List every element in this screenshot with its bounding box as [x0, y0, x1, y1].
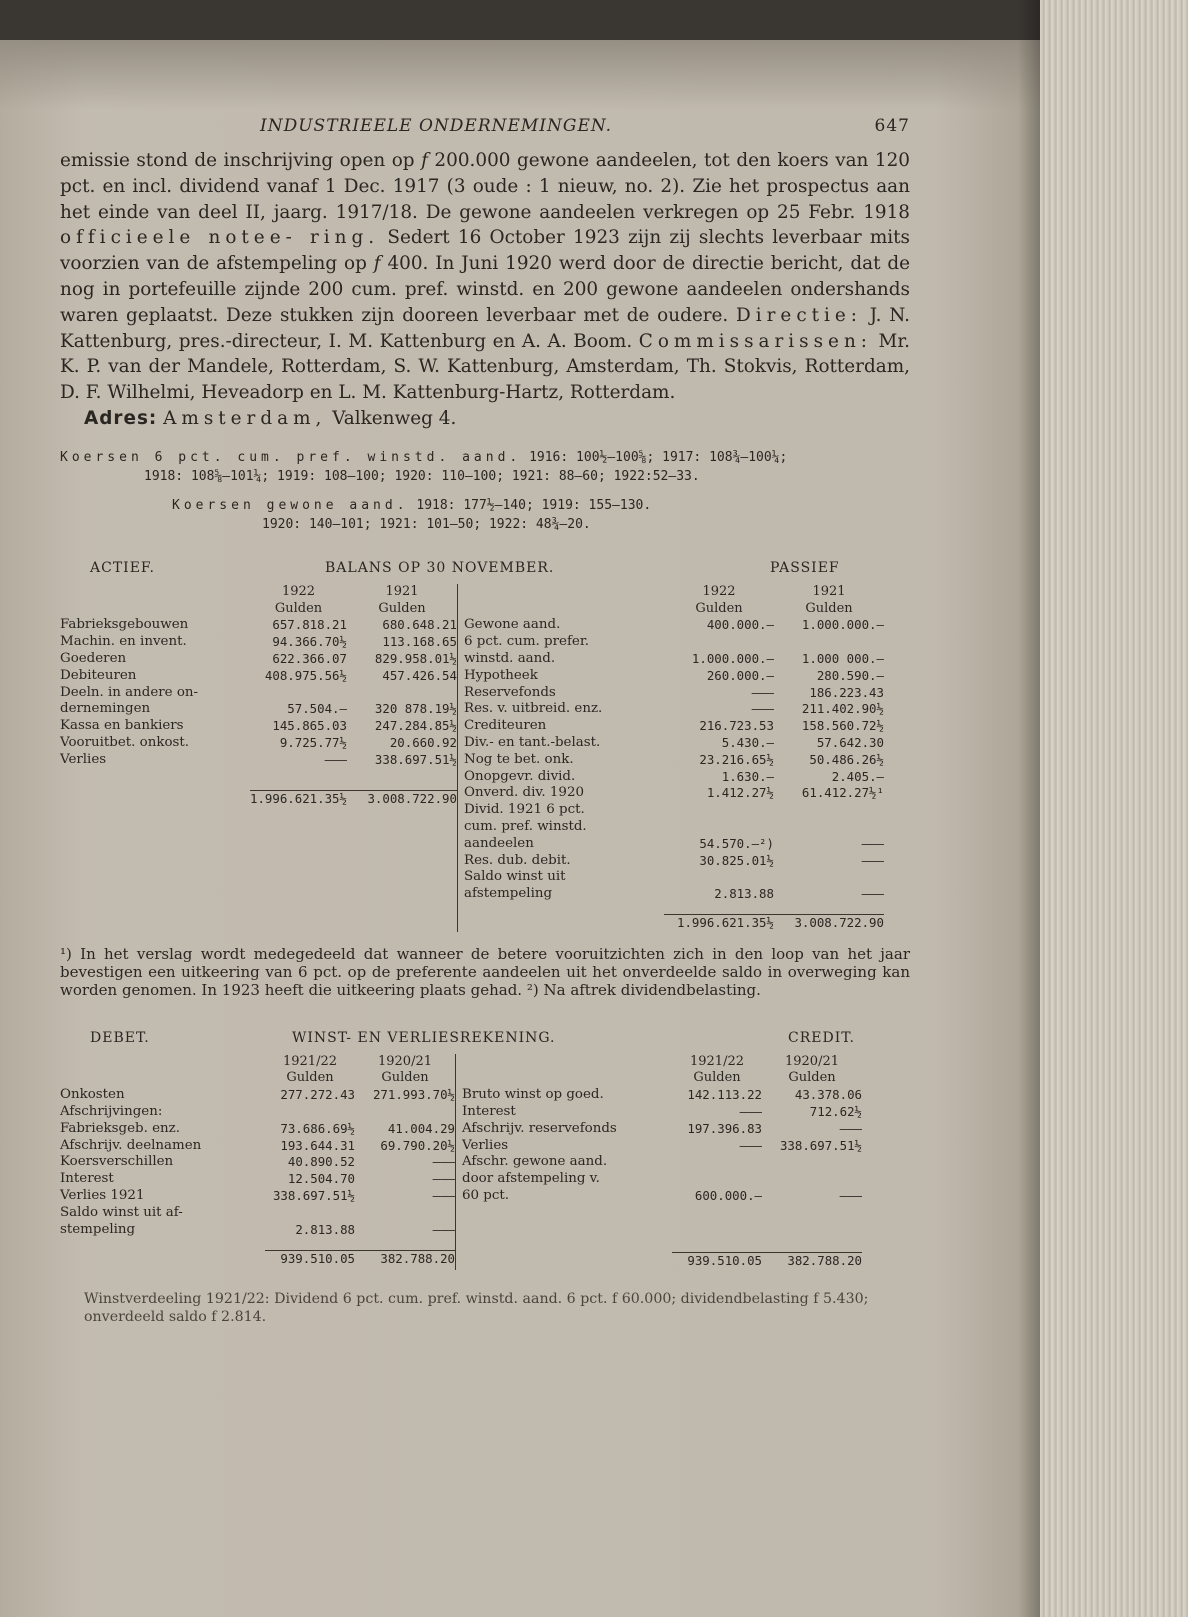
- asset-value-1: [250, 685, 347, 702]
- liability-value-1: 400.000.—: [706, 617, 774, 633]
- liability-label: Saldo winst uit: [463, 869, 566, 885]
- table-row: [464, 617, 884, 634]
- debit-label: Saldo winst uit af-: [60, 1204, 183, 1220]
- table-row: [60, 1188, 455, 1205]
- debit-value-1: 40.890.52: [287, 1154, 355, 1170]
- address-city: Amsterdam,: [163, 407, 327, 429]
- debit-label: Interest: [60, 1171, 114, 1187]
- book-page-edges: [1040, 0, 1188, 1617]
- pref-prices-line-1: [60, 448, 910, 467]
- liability-value-1: 5.430.—: [721, 734, 774, 750]
- profit-loss-heading: [60, 1030, 910, 1052]
- liability-value-2: 158.560.72½: [801, 718, 884, 734]
- asset-label: Machin. en invent.: [60, 634, 187, 650]
- common-prices-values-1: 1918: 177½—140; 1919: 155—130.: [408, 497, 652, 513]
- credit-label: Verlies: [462, 1137, 509, 1153]
- debit-value-1: [265, 1104, 355, 1121]
- liabilities-total-1921: 3.008.722.90: [774, 915, 884, 932]
- table-row: [464, 836, 884, 853]
- asset-value-1: 94.366.70½: [272, 634, 347, 650]
- address-label: Adres:: [84, 407, 158, 429]
- balance-sheet-heading: [60, 560, 910, 582]
- assets-total-1921: 3.008.722.90: [347, 791, 457, 808]
- table-row: [60, 617, 457, 634]
- asset-label: Goederen: [60, 650, 127, 666]
- credit-value-2: ———: [839, 1187, 862, 1203]
- table-row: [464, 718, 884, 735]
- assets-side: [60, 584, 457, 932]
- debit-value-1: 12.504.70: [287, 1171, 355, 1187]
- col-unit: Gulden: [788, 1070, 836, 1086]
- balance-title: BALANS OP 30 NOVEMBER.: [325, 559, 555, 576]
- liability-value-2: ———: [861, 852, 884, 868]
- table-row: [60, 752, 457, 769]
- table-row: [464, 634, 884, 651]
- debit-value-2: 271.993.70½: [372, 1087, 455, 1103]
- liability-value-1: 2.813.88: [714, 886, 774, 902]
- credit-value-2: ———: [839, 1120, 862, 1136]
- table-row: [60, 718, 457, 735]
- liability-value-1: [664, 869, 774, 886]
- profit-loss-table: [60, 1054, 862, 1270]
- asset-value-1: 9.725.77½: [279, 734, 347, 750]
- text-run-italic: f: [421, 150, 428, 171]
- balance-sheet-table: [60, 584, 884, 932]
- assets-table: [60, 584, 457, 808]
- liability-value-2: 186.223.43: [809, 684, 884, 700]
- col-year-1921: 1921: [812, 583, 846, 599]
- spaced-label-commissarissen: Commissarissen:: [638, 330, 872, 352]
- credit-value-1: 197.396.83: [687, 1120, 762, 1136]
- liability-value-2: 1.000 000.—: [801, 650, 884, 666]
- debit-value-1: 73.686.69½: [280, 1120, 355, 1136]
- credit-value-1: ———: [739, 1137, 762, 1153]
- credit-label: Interest: [462, 1103, 516, 1119]
- table-row: [60, 1138, 455, 1155]
- asset-value-2: [347, 685, 457, 702]
- col-year-1920-21: 1920/21: [784, 1053, 839, 1069]
- debit-heading: DEBET.: [90, 1029, 150, 1046]
- text-run: Mr. K. P. van der Mandele, Rotterdam, S. W. Kattenburg, Amsterdam, Th. Stokvis, Rotterdam, D. F. Wilhelmi, Heveadorp en L. M. Kattenburg-Hartz, Rotterdam.: [60, 330, 910, 404]
- asset-label: Deeln. in andere on-: [60, 684, 199, 700]
- credit-value-2: [762, 1154, 862, 1171]
- asset-value-2: 338.697.51½: [374, 751, 457, 767]
- liability-label: winstd. aand.: [463, 650, 556, 666]
- asset-value-1: ———: [324, 751, 347, 767]
- col-unit: Gulden: [378, 600, 426, 616]
- running-header: [60, 108, 910, 148]
- table-row: [464, 769, 884, 786]
- credit-value-1: 142.113.22: [687, 1087, 762, 1103]
- liability-value-2: 1.000.000.—: [801, 617, 884, 633]
- credit-value-1: [672, 1154, 762, 1171]
- liability-value-1: ———: [751, 684, 774, 700]
- liability-label: afstempeling: [463, 886, 553, 902]
- liabilities-heading: PASSIEF: [770, 559, 840, 576]
- liabilities-side: [457, 584, 884, 932]
- price-history: [60, 448, 910, 534]
- table-row: [464, 802, 884, 819]
- liability-value-1: 1.000.000.—: [691, 650, 774, 666]
- liability-value-1: 216.723.53: [699, 718, 774, 734]
- table-row: [60, 634, 457, 651]
- page-top-shadow: [0, 40, 1040, 110]
- footnote-2: ²) Na aftrek dividendbelasting.: [522, 980, 761, 999]
- pref-prices-label: Koersen 6 pct. cum. pref. winstd. aand.: [60, 449, 522, 465]
- liability-label: Res. v. uitbreid. enz.: [463, 701, 603, 717]
- asset-label: Debiteuren: [60, 667, 137, 683]
- debit-value-1: 338.697.51½: [272, 1187, 355, 1203]
- table-row: [464, 819, 884, 836]
- asset-value-1: 408.975.56½: [264, 667, 347, 683]
- debit-value-1: [265, 1205, 355, 1222]
- liability-value-2: 211.402.90½: [801, 701, 884, 717]
- table-row: [464, 735, 884, 752]
- col-year-1921-22: 1921/22: [282, 1053, 337, 1069]
- debit-value-2: [355, 1104, 455, 1121]
- credit-label: Afschrijv. reservefonds: [462, 1120, 617, 1136]
- liability-label: Onopgevr. divid.: [463, 768, 576, 784]
- credit-total-1921-22: 939.510.05: [672, 1253, 762, 1270]
- liability-value-2: 57.642.30: [816, 734, 884, 750]
- table-row: [464, 853, 884, 870]
- page-content: [60, 108, 910, 1326]
- liability-value-1: [664, 802, 774, 819]
- liability-value-1: 1.412.27½: [706, 785, 774, 801]
- liability-label: Gewone aand.: [463, 617, 561, 633]
- col-unit: Gulden: [381, 1070, 429, 1086]
- table-row: [462, 1138, 862, 1155]
- asset-value-2: 113.168.65: [382, 634, 457, 650]
- table-row: [464, 752, 884, 769]
- liability-value-2: ———: [861, 835, 884, 851]
- debit-total-1921-22: 939.510.05: [265, 1250, 355, 1267]
- liability-label: Nog te bet. onk.: [463, 751, 574, 767]
- liability-value-2: ———: [861, 886, 884, 902]
- footnotes: [60, 946, 910, 999]
- page-number: 647: [874, 116, 910, 136]
- liability-label: cum. pref. winstd.: [463, 818, 587, 834]
- liability-value-1: 30.825.01½: [699, 852, 774, 868]
- col-year-1921: 1921: [385, 583, 419, 599]
- table-row: [462, 1171, 862, 1188]
- text-run: J. N. Kattenburg, pres.-directeur, I. M. Kattenburg en A. A. Boom.: [60, 304, 910, 352]
- table-row: [464, 701, 884, 718]
- liability-label: Div.- en tant.-belast.: [463, 734, 601, 750]
- credit-heading: CREDIT.: [788, 1029, 855, 1046]
- liability-value-1: ———: [751, 701, 774, 717]
- asset-label: Fabrieksgebouwen: [60, 617, 189, 633]
- table-row: [464, 668, 884, 685]
- text-run: emissie stond de inschrijving open op: [60, 150, 422, 171]
- asset-value-2: 680.648.21: [382, 617, 457, 633]
- profit-distribution: Winstverdeeling 1921/22: Dividend 6 pct. cum. pref. winstd. aand. 6 pct. f 60.000; dividendbelasting f 5.430; onverdeeld saldo f 2.814.: [84, 1291, 869, 1326]
- asset-value-2: 829.958.01½: [374, 650, 457, 666]
- page-edge-shadow: [1018, 0, 1040, 1617]
- liabilities-table: [464, 584, 884, 932]
- table-row: [464, 651, 884, 668]
- liability-value-1: 54.570.—²): [699, 835, 774, 851]
- liability-label: Divid. 1921 6 pct.: [463, 802, 585, 818]
- table-row: [60, 651, 457, 668]
- asset-label: Vooruitbet. onkost.: [60, 734, 190, 750]
- asset-value-2: 247.284.85½: [374, 718, 457, 734]
- liability-value-1: [664, 819, 774, 836]
- debit-value-2: ———: [432, 1171, 455, 1187]
- debit-value-2: [355, 1205, 455, 1222]
- asset-value-1: 57.504.—: [287, 701, 347, 717]
- liabilities-total-1922: 1.996.621.35½: [664, 915, 774, 932]
- address-street: Valkenweg 4.: [326, 407, 457, 429]
- table-row: [60, 1087, 455, 1104]
- debit-label: Afschrijv. deelnamen: [60, 1137, 202, 1153]
- table-row: [464, 869, 884, 886]
- asset-value-2: 457.426.54: [382, 667, 457, 683]
- table-row: [462, 1087, 862, 1104]
- credit-total-1920-21: 382.788.20: [762, 1253, 862, 1270]
- table-row: [60, 685, 457, 702]
- liability-value-1: 260.000.—: [706, 667, 774, 683]
- table-row: [60, 735, 457, 752]
- address-line: [60, 406, 910, 432]
- company-description: [60, 148, 910, 406]
- debit-label: stempeling: [60, 1221, 136, 1237]
- debit-value-2: 41.004.29: [387, 1120, 455, 1136]
- asset-label: dernemingen: [60, 701, 151, 717]
- liability-label: aandeelen: [463, 835, 534, 851]
- asset-label: Kassa en bankiers: [60, 718, 184, 734]
- credit-value-2: [762, 1171, 862, 1188]
- debit-label: Verlies 1921: [60, 1187, 145, 1203]
- profit-loss-title: WINST- EN VERLIESREKENING.: [292, 1029, 556, 1046]
- debit-value-1: 193.644.31: [280, 1137, 355, 1153]
- text-run-italic: f: [373, 253, 381, 275]
- credit-label: Afschr. gewone aand.: [462, 1154, 608, 1170]
- debit-label: Fabrieksgeb. enz.: [60, 1120, 180, 1136]
- debit-value-2: 69.790.20½: [380, 1137, 455, 1153]
- asset-value-1: 657.818.21: [272, 617, 347, 633]
- asset-value-1: 622.366.07: [272, 650, 347, 666]
- credit-label: 60 pct.: [462, 1187, 510, 1203]
- table-row: [464, 685, 884, 702]
- table-row: [462, 1104, 862, 1121]
- table-row: [464, 886, 884, 903]
- text-run: 400. In Juni 1920 werd door de directie bericht, dat de nog in portefeuille zijnde 200 cum. pref. winstd. en 200 gewone aandeelen ondershands waren geplaatst. Deze stukken zijn dooreen leverbaar met de oudere.: [60, 253, 911, 326]
- debit-value-1: 277.272.43: [280, 1087, 355, 1103]
- table-row: [60, 1104, 455, 1121]
- credit-value-2: 338.697.51½: [779, 1137, 862, 1153]
- debit-value-2: ———: [432, 1221, 455, 1237]
- table-row: [60, 1222, 455, 1239]
- pref-prices-values-1: 1916: 100½—100⅝; 1917: 108¾—100¼;: [521, 449, 788, 465]
- table-row: [60, 1205, 455, 1222]
- col-unit: Gulden: [695, 600, 743, 616]
- col-unit: Gulden: [274, 600, 323, 616]
- col-unit: Gulden: [693, 1070, 741, 1086]
- table-row: [60, 1121, 455, 1138]
- liability-value-2: 61.412.27½¹: [801, 785, 884, 801]
- liability-value-2: 2.405.—: [831, 768, 884, 784]
- col-year-1920-21: 1920/21: [377, 1053, 432, 1069]
- asset-label: Verlies: [60, 751, 107, 767]
- col-year-1922: 1922: [281, 583, 316, 599]
- liability-value-2: [774, 802, 884, 819]
- credit-value-1: 600.000.—: [694, 1187, 762, 1203]
- asset-value-2: 20.660.92: [389, 734, 457, 750]
- col-unit: Gulden: [805, 600, 853, 616]
- debit-label: Koersverschillen: [60, 1154, 174, 1170]
- credit-label: Bruto winst op goed.: [462, 1087, 604, 1103]
- footnote-1: ¹) In het verslag wordt medegedeeld dat wanneer de betere vooruitzichten zich in den loop van het jaar bevestigen een uitkeering van 6 pct. op de preferente aandeelen uit het onverdeelde saldo in overweging kan worden genomen. In 1923 heeft die uitkeering plaats gehad.: [60, 945, 910, 999]
- common-prices-line-1: [60, 496, 910, 515]
- liability-value-2: 50.486.26½: [809, 751, 884, 767]
- liability-label: Hypotheek: [463, 667, 538, 683]
- text-run: 200.000 gewone aandeelen, tot den koers van 120 pct. en incl. dividend vanaf 1 Dec. 1917 (3 oude : 1 nieuw, no. 2). Zie het prospectus aan het einde van deel II, jaarg. 1917/18. De gewone aandeelen verkregen op 25 Febr. 1918: [60, 150, 911, 223]
- credit-value-1: ———: [739, 1103, 762, 1119]
- table-row: [60, 668, 457, 685]
- table-row: [60, 1171, 455, 1188]
- asset-value-1: 145.865.03: [272, 718, 347, 734]
- credit-value-2: 712.62½: [809, 1103, 862, 1119]
- common-prices-line-2: 1920: 140—101; 1921: 101—50; 1922: 48¾—20.: [262, 516, 591, 532]
- liability-label: Res. dub. debit.: [463, 852, 571, 868]
- running-title: INDUSTRIEELE ONDERNEMINGEN.: [260, 116, 613, 136]
- credit-value-2: 43.378.06: [794, 1087, 862, 1103]
- table-row: [462, 1121, 862, 1138]
- table-row: [60, 1154, 455, 1171]
- liability-label: Crediteuren: [463, 718, 547, 734]
- liability-value-2: [774, 634, 884, 651]
- table-row: [462, 1154, 862, 1171]
- liability-label: 6 pct. cum. prefer.: [463, 634, 590, 650]
- col-unit: Gulden: [286, 1070, 334, 1086]
- table-row: [60, 701, 457, 718]
- debit-label: Onkosten: [60, 1087, 125, 1103]
- credit-side: [456, 1054, 863, 1270]
- debit-side: [60, 1054, 456, 1270]
- assets-total-1922: 1.996.621.35½: [250, 791, 347, 807]
- credit-value-1: [672, 1171, 762, 1188]
- liability-value-1: 1.630.—: [721, 768, 774, 784]
- liability-value-1: 23.216.65½: [699, 751, 774, 767]
- credit-table: [462, 1054, 862, 1270]
- pref-prices-line-2: 1918: 108⅝—101¼; 1919: 108—100; 1920: 110—100; 1921: 88—60; 1922:52—33.: [144, 468, 700, 484]
- liability-value-2: [774, 819, 884, 836]
- liability-label: Onverd. div. 1920: [463, 785, 584, 801]
- col-year-1921-22: 1921/22: [689, 1053, 744, 1069]
- table-row: [464, 785, 884, 802]
- col-year-1922: 1922: [702, 583, 736, 599]
- liability-label: Reservefonds: [463, 684, 556, 700]
- table-row: [462, 1188, 862, 1205]
- debit-value-2: ———: [432, 1187, 455, 1203]
- debit-total-1920-21: 382.788.20: [355, 1250, 455, 1267]
- liability-value-2: 280.590.—: [816, 667, 884, 683]
- debit-value-1: 2.813.88: [295, 1221, 355, 1237]
- credit-label: door afstempeling v.: [462, 1171, 600, 1187]
- common-prices-label: Koersen gewone aand.: [172, 497, 409, 513]
- asset-value-2: 320 878.19½: [374, 701, 457, 717]
- debit-label: Afschrijvingen:: [60, 1103, 163, 1119]
- debit-value-2: ———: [432, 1154, 455, 1170]
- text-run: Sedert 16 October 1923 zijn zij slechts leverbaar mits voorzien van de afstempeling op: [60, 227, 910, 275]
- spaced-label-directie: Directie:: [736, 304, 862, 326]
- assets-heading: ACTIEF.: [90, 559, 155, 576]
- debit-table: [60, 1054, 455, 1268]
- liability-value-1: [664, 634, 774, 651]
- spaced-text: officieele notee- ring.: [60, 227, 380, 249]
- liability-value-2: [774, 869, 884, 886]
